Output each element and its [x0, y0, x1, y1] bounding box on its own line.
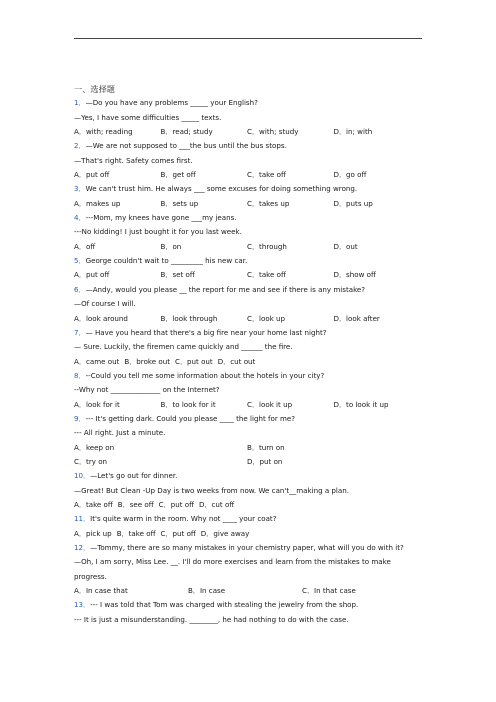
question-stem — [74, 211, 424, 225]
question-dialogue-line — [74, 426, 424, 440]
question-text: —Let's go out for dinner. — [90, 471, 178, 481]
question-dialogue-line — [74, 340, 424, 354]
answer-option: A．keep on — [74, 442, 115, 452]
question-stem — [74, 283, 424, 297]
question-number: 2． — [74, 141, 86, 151]
answer-option: C．takes up — [247, 198, 290, 208]
answer-option: C．put out — [175, 356, 213, 366]
question-block — [74, 211, 424, 254]
question-number: 11． — [74, 514, 91, 524]
question-block — [74, 469, 424, 512]
question-dialogue-line — [74, 613, 424, 627]
question-text: --Why not ______________ on the Internet? — [74, 385, 220, 395]
answer-option: B．look through — [160, 313, 218, 323]
answer-option: D．cut off — [198, 499, 235, 509]
question-number: 12． — [74, 543, 91, 552]
question-dialogue-line — [74, 225, 424, 239]
question-block — [74, 541, 424, 598]
question-stem — [74, 541, 424, 555]
question-number: 10． — [74, 471, 91, 481]
answer-option: B．sets up — [160, 198, 199, 208]
answer-option: A．makes up — [74, 198, 121, 208]
section-title: 一、选择题 — [74, 84, 115, 94]
question-text: —Do you have any problems _____ your English? — [85, 98, 258, 108]
question-text: — Sure. Luckily, the firemen came quickly and ______ the fire. — [74, 342, 293, 352]
answer-option: B．turn on — [247, 442, 285, 452]
answer-option: D．put on — [247, 456, 283, 466]
question-block — [74, 254, 424, 283]
question-text: It's quite warm in the room. Why not ____ your coat? — [90, 514, 277, 524]
question-text: George couldn't wait to _________ his new car. — [85, 256, 248, 266]
question-stem — [74, 139, 424, 153]
options-row — [74, 355, 424, 369]
answer-option: D．to look it up — [333, 399, 389, 409]
question-dialogue-line — [74, 154, 424, 168]
question-text: --- I was told that Tom was charged with stealing the jewelry from the shop. — [90, 600, 359, 610]
question-dialogue-line — [74, 111, 424, 125]
answer-option: D．look after — [333, 313, 380, 323]
answer-option: D．out — [333, 241, 358, 251]
question-text: --- All right. Just a minute. — [74, 428, 166, 438]
options-row — [74, 527, 424, 541]
options-row — [74, 125, 424, 139]
options-row — [74, 441, 424, 455]
question-block — [74, 139, 424, 182]
question-text: --- It is just a misunderstanding. ________, he had nothing to do with the case. — [74, 614, 349, 624]
answer-option: A．with; reading — [74, 127, 133, 137]
answer-option: C．In that case — [302, 586, 356, 596]
answer-option: C．take off — [247, 270, 286, 280]
answer-option: A．In case that — [74, 586, 128, 596]
options-row — [74, 312, 424, 326]
document-body — [74, 82, 424, 627]
question-text: — Have you heard that there's a big fire near your home last night? — [85, 327, 327, 337]
answer-option: A．look around — [74, 313, 128, 323]
answer-option: B．broke out — [124, 356, 170, 366]
answer-option: D．go off — [333, 170, 367, 180]
answer-option: C．put off — [160, 528, 196, 538]
question-dialogue-line — [74, 297, 424, 311]
answer-option: B．get off — [160, 170, 196, 180]
answer-option: D．cut out — [217, 356, 256, 366]
question-block — [74, 182, 424, 211]
answer-option: D．in; with — [333, 127, 373, 137]
options-row — [74, 498, 424, 512]
question-stem — [74, 254, 424, 268]
question-number: 6． — [74, 284, 86, 294]
question-stem — [74, 182, 424, 196]
answer-option: A．off — [74, 241, 96, 251]
question-text: —Yes, I have some difficulties _____ texts. — [74, 112, 222, 122]
question-stem — [74, 369, 424, 383]
question-stem — [74, 512, 424, 526]
answer-option: B．see off — [117, 499, 154, 509]
answer-option: B．on — [160, 241, 182, 251]
question-stem — [74, 412, 424, 426]
answer-option: C．look it up — [247, 399, 293, 409]
question-block — [74, 512, 424, 541]
options-row — [74, 197, 424, 211]
question-text: —Oh, I am sorry, Miss Lee. __. I'll do more exercises and learn from the mistakes to make progress. — [74, 557, 391, 581]
answer-option: A．came out — [74, 356, 120, 366]
question-block — [74, 598, 424, 627]
question-number: 5． — [74, 256, 86, 266]
answer-option: A．pick up — [74, 528, 112, 538]
answer-option: D．give away — [200, 528, 250, 538]
options-row — [74, 455, 424, 469]
question-stem — [74, 96, 424, 110]
question-number: 13． — [74, 600, 91, 610]
question-number: 8． — [74, 370, 86, 380]
question-text: We can't trust him. He always ___ some excuses for doing something wrong. — [85, 184, 358, 194]
answer-option: B．set off — [160, 270, 195, 280]
answer-option: C．through — [247, 241, 287, 251]
question-block — [74, 369, 424, 412]
question-text: —Of course I will. — [74, 299, 136, 309]
question-dialogue-line — [74, 484, 424, 498]
question-block — [74, 96, 424, 139]
question-text: —Andy, would you please __ the report for me and see if there is any mistake? — [85, 284, 366, 294]
question-text: —Tommy, there are so many mistakes in your chemistry paper, what will you do with it? — [90, 543, 404, 552]
question-stem — [74, 469, 424, 483]
answer-option: C．take off — [247, 170, 286, 180]
question-block — [74, 283, 424, 326]
answer-option: B．In case — [188, 586, 226, 596]
question-text: --Could you tell me some information about the hotels in your city? — [85, 370, 325, 380]
question-text: ---No kidding! I just bought it for you last week. — [74, 227, 242, 237]
question-text: —That's right. Safety comes first. — [74, 155, 193, 165]
answer-option: B．read; study — [160, 127, 213, 137]
question-text: —Great! But Clean -Up Day is two weeks from now. We can't__making a plan. — [74, 485, 349, 495]
question-number: 9． — [74, 413, 86, 423]
question-number: 1． — [74, 98, 86, 108]
question-block — [74, 412, 424, 469]
options-row — [74, 398, 424, 412]
answer-option: B．take off — [116, 528, 156, 538]
answer-option: A．put off — [74, 270, 110, 280]
answer-option: D．show off — [333, 270, 376, 280]
question-text: --- It's getting dark. Could you please ____ the light for me? — [85, 413, 296, 423]
answer-option: A．put off — [74, 170, 110, 180]
question-text: ---Mom, my knees have gone ___my jeans. — [85, 213, 237, 223]
answer-option: B．to look for it — [160, 399, 216, 409]
options-row — [74, 240, 424, 254]
options-row — [74, 584, 424, 598]
answer-option: C．put off — [158, 499, 194, 509]
question-stem — [74, 598, 424, 612]
answer-option: A．take off — [74, 499, 113, 509]
question-text: —We are not supposed to ___the bus until the bus stops. — [85, 141, 287, 151]
answer-option: C．try on — [74, 456, 108, 466]
header-rule — [74, 38, 422, 39]
answer-option: A．look for it — [74, 399, 120, 409]
question-stem — [74, 326, 424, 340]
question-number: 7． — [74, 327, 86, 337]
options-row — [74, 168, 424, 182]
question-number: 3． — [74, 184, 86, 194]
question-list — [74, 96, 424, 627]
options-row — [74, 268, 424, 282]
question-dialogue-line — [74, 555, 424, 584]
answer-option: C．look up — [247, 313, 286, 323]
question-block — [74, 326, 424, 369]
answer-option: D．puts up — [333, 198, 373, 208]
question-dialogue-line — [74, 383, 424, 397]
question-number: 4． — [74, 213, 86, 223]
answer-option: C．with; study — [247, 127, 299, 137]
